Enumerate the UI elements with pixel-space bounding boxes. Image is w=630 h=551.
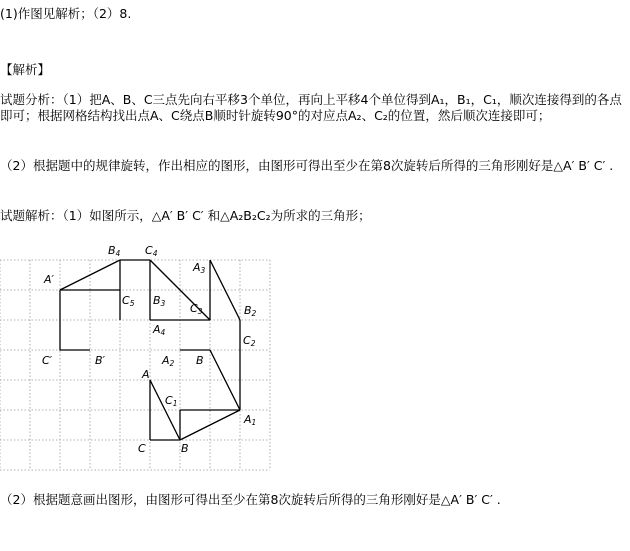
dotted-grid [0, 260, 270, 470]
label-b3: B3 [153, 294, 166, 308]
label-a-prime: A′ [44, 273, 55, 286]
solution-paragraph-2: （2）根据题意画出图形，由图形可得出至少在第8次旋转后所得的三角形刚好是△A′ B′ C′ . [0, 492, 501, 507]
label-b-bottom: B [181, 442, 189, 455]
label-c4: C4 [145, 244, 158, 258]
solution-paragraph-1: 试题解析：（1）如图所示，△A′ B′ C′ 和△A₂B₂C₂为所求的三角形； [0, 208, 371, 223]
label-a: A [142, 368, 150, 381]
label-c5: C5 [122, 294, 135, 308]
analysis-paragraph-2: （2）根据题中的规律旋转，作出相应的图形，由图形可得出至少在第8次旋转后所得的三角形刚好是△A′ B′ C′ . [0, 158, 614, 173]
label-a1: A1 [244, 413, 257, 427]
triangle-figures [60, 260, 240, 440]
label-b2: B2 [244, 304, 257, 318]
label-c-prime: C′ [42, 354, 53, 367]
analysis-paragraph-1: 试题分析：（1）把A、B、C三点先向右平移3个单位，再向上平移4个单位得到A₁，B₁，C₁，顺次连接得到的各点即可；根据网格结构找出点A、C绕点B顺时针旋转90°的对应点A₂、C₂的位置，然后顺次连接即可； [0, 92, 622, 123]
analysis-heading: 【解析】 [0, 62, 51, 77]
label-a3: A3 [193, 261, 206, 275]
label-c3: C3 [190, 302, 203, 316]
answer-line: (1)作图见解析；（2）8. [0, 6, 132, 21]
label-c1: C1 [165, 394, 178, 408]
label-b-prime: B′ [95, 354, 106, 367]
label-a4: A4 [153, 323, 166, 337]
label-c: C [138, 442, 146, 455]
label-b4: B4 [108, 244, 121, 258]
label-c2: C2 [243, 334, 256, 348]
label-b: B [196, 354, 204, 367]
geometry-diagram [0, 240, 290, 472]
label-a2: A2 [162, 354, 175, 368]
